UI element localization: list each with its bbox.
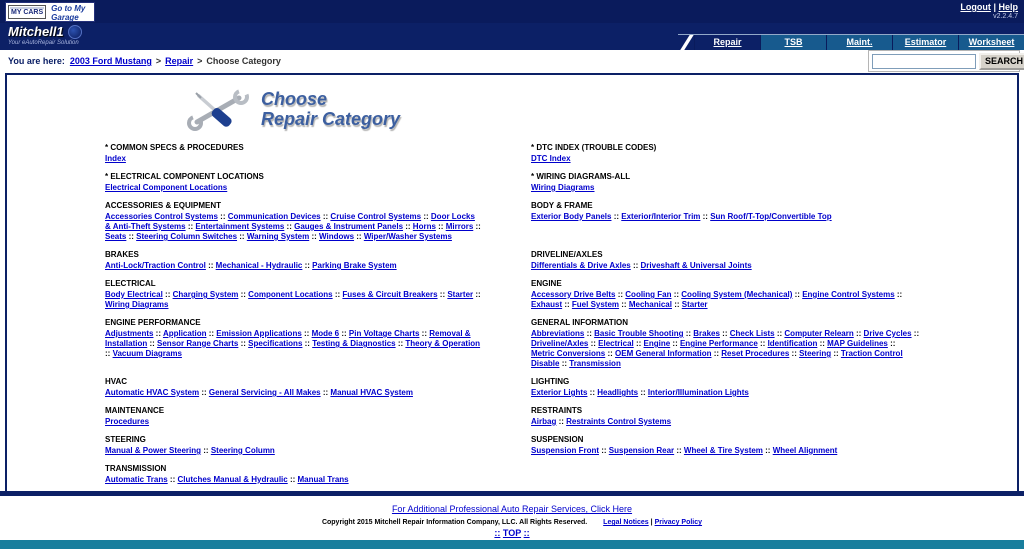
search-button[interactable]: SEARCH	[979, 53, 1024, 70]
link-separator: ::	[395, 339, 406, 348]
category-section	[531, 143, 921, 164]
category-links	[105, 388, 481, 398]
link-separator: ::	[126, 232, 137, 241]
link-divider: |	[993, 2, 996, 12]
category-links	[531, 154, 921, 164]
copyright-text: Copyright 2015 Mitchell Repair Information Company, LLC. All Rights Reserved.	[321, 519, 588, 526]
tab-bar	[678, 34, 1024, 50]
category-section	[105, 172, 481, 193]
category-link[interactable]: Accessory Drive Belts	[531, 290, 616, 299]
category-link[interactable]: Engine Performance	[679, 339, 758, 348]
category-link[interactable]: Mechanical	[628, 300, 672, 309]
category-links	[105, 290, 481, 310]
category-link[interactable]: Warning System	[246, 232, 310, 241]
category-heading: ENGINE	[531, 279, 562, 288]
category-section	[531, 172, 921, 193]
session-links	[960, 2, 1018, 20]
category-link[interactable]: Differentials & Drive Axles	[531, 261, 631, 270]
category-link[interactable]: Vacuum Diagrams	[112, 349, 182, 358]
link-separator: ::	[320, 388, 331, 397]
link-separator: ::	[147, 339, 158, 348]
top-bar	[0, 0, 1024, 23]
category-section	[531, 279, 921, 310]
category-link[interactable]: Seats	[105, 232, 127, 241]
link-separator: ::	[435, 222, 446, 231]
category-link[interactable]: Entertainment Systems	[195, 222, 285, 231]
category-link[interactable]: Automatic Trans	[105, 475, 168, 484]
category-link[interactable]: Theory & Operation	[405, 339, 481, 348]
link-separator: ::	[206, 329, 217, 338]
category-links	[105, 329, 481, 359]
category-section	[531, 201, 921, 242]
category-link[interactable]: Airbag	[531, 417, 557, 426]
category-heading: HVAC	[105, 377, 128, 386]
link-separator: ::	[599, 446, 609, 455]
link-separator: ::	[201, 446, 211, 455]
category-link[interactable]: Application	[162, 329, 207, 338]
link-separator: ::	[683, 329, 694, 338]
category-section	[105, 143, 481, 164]
category-section	[531, 250, 921, 271]
link-separator: ::	[671, 290, 682, 299]
category-link[interactable]: Wiring Diagrams	[105, 300, 169, 309]
footer	[0, 496, 1024, 540]
category-link[interactable]: Driveshaft & Universal Joints	[640, 261, 752, 270]
link-separator: ::	[789, 349, 800, 358]
category-link[interactable]: DTC Index	[531, 154, 571, 163]
category-section	[105, 464, 481, 485]
bottom-teal-bar	[0, 540, 1024, 549]
category-links	[531, 261, 921, 271]
link-separator: ::	[792, 290, 803, 299]
category-section	[105, 201, 481, 242]
top-link[interactable]: :: TOP ::	[494, 528, 530, 538]
link-separator: ::	[185, 222, 196, 231]
category-link[interactable]: Exterior Body Panels	[531, 212, 612, 221]
link-separator: ::	[403, 222, 413, 231]
category-link[interactable]: Cooling Fan	[625, 290, 672, 299]
link-separator: ::	[339, 329, 349, 338]
category-section	[105, 406, 481, 427]
logo-bar	[0, 23, 1024, 50]
category-link[interactable]: Fuel System	[571, 300, 620, 309]
link-separator: ::	[630, 261, 641, 270]
link-separator: ::	[302, 261, 313, 270]
link-separator: ::	[320, 212, 331, 221]
mitchell1-logo	[8, 24, 82, 46]
category-heading: SUSPENSION	[531, 435, 584, 444]
link-separator: ::	[199, 388, 209, 397]
category-link[interactable]: Steering	[799, 349, 832, 358]
category-link[interactable]: Check Lists	[729, 329, 775, 338]
link-separator: ::	[611, 212, 622, 221]
category-heading: RESTRAINTS	[531, 406, 583, 415]
search-input[interactable]	[872, 54, 976, 69]
category-link[interactable]: Steering Column	[210, 446, 275, 455]
go-to-my-garage-button[interactable]	[5, 2, 95, 22]
category-heading: STEERING	[105, 435, 146, 444]
category-links	[531, 417, 921, 427]
brand-tagline: Your eAutoRepair Solution	[8, 40, 79, 46]
category-link[interactable]: Exhaust	[531, 300, 563, 309]
page-title-block	[187, 85, 1017, 133]
link-separator: ::	[762, 446, 773, 455]
link-separator: ::	[671, 300, 682, 309]
category-links	[531, 183, 921, 193]
link-separator: ::	[853, 329, 864, 338]
link-separator: ::	[559, 359, 570, 368]
link-separator: ::	[757, 339, 768, 348]
category-link[interactable]: Anti-Lock/Traction Control	[105, 261, 206, 270]
tab-maint[interactable]	[826, 35, 892, 50]
category-link[interactable]: Automatic HVAC System	[105, 388, 200, 397]
link-separator: ::	[105, 349, 113, 358]
breadcrumb-prefix: You are here:	[8, 56, 65, 66]
version-label: v2.2.4.7	[993, 13, 1018, 20]
category-link[interactable]: Horns	[412, 222, 436, 231]
category-link[interactable]: Starter	[447, 290, 474, 299]
link-separator: ::	[217, 212, 228, 221]
link-separator: ::	[238, 339, 249, 348]
link-separator: ::	[238, 290, 249, 299]
link-separator: ::	[711, 349, 722, 358]
category-link[interactable]: Communication Devices	[227, 212, 321, 221]
link-separator: ::	[284, 222, 295, 231]
category-links	[105, 183, 481, 193]
category-links	[531, 290, 921, 310]
link-separator: ::	[437, 290, 448, 299]
link-separator: ::	[309, 232, 319, 241]
category-link[interactable]: Gauges & Instrument Panels	[294, 222, 404, 231]
category-link[interactable]: Driveline/Axles	[531, 339, 589, 348]
tab-label[interactable]: Worksheet	[968, 37, 1015, 47]
category-link[interactable]: Restraints Control Systems	[566, 417, 672, 426]
link-separator: ::	[354, 232, 364, 241]
category-heading: * COMMON SPECS & PROCEDURES	[105, 143, 244, 152]
copyright-line	[0, 519, 1024, 526]
breadcrumb-item[interactable]: 2003 Ford Mustang	[69, 56, 152, 66]
category-section	[531, 464, 921, 485]
category-link[interactable]: Mode 6	[311, 329, 340, 338]
brand-name: Mitchell1	[8, 24, 64, 39]
category-links	[105, 261, 481, 271]
tab-estimator[interactable]	[892, 35, 958, 50]
category-links	[531, 212, 921, 222]
category-link[interactable]: Accessories Control Systems	[105, 212, 218, 221]
category-link[interactable]: General Servicing - All Makes	[208, 388, 321, 397]
link-separator: ::	[556, 417, 567, 426]
category-section	[531, 377, 921, 398]
category-link[interactable]: Engine	[643, 339, 671, 348]
category-link[interactable]: Pin Voltage Charts	[348, 329, 420, 338]
link-separator: ::	[162, 290, 173, 299]
link-separator: ::	[287, 475, 298, 484]
category-link[interactable]: Electrical	[598, 339, 634, 348]
category-link[interactable]: Exterior Lights	[531, 388, 588, 397]
link-separator: ::	[615, 290, 626, 299]
link-separator: ::	[332, 290, 343, 299]
logout-link[interactable]: Logout	[960, 2, 991, 12]
category-heading: * DTC INDEX (TROUBLE CODES)	[531, 143, 657, 152]
category-section	[531, 406, 921, 427]
search-box	[868, 50, 1024, 72]
main-content	[5, 73, 1019, 491]
category-link[interactable]: Computer Relearn	[784, 329, 854, 338]
category-section	[531, 318, 921, 369]
link-separator: ::	[421, 212, 431, 221]
category-link[interactable]: Component Locations	[248, 290, 333, 299]
help-link[interactable]: Help	[998, 2, 1018, 12]
category-links	[531, 388, 921, 398]
category-links	[105, 446, 481, 456]
privacy-policy-link[interactable]: Privacy Policy	[654, 519, 703, 526]
link-separator: ::	[588, 339, 599, 348]
category-link[interactable]: Removal & Installation	[105, 329, 471, 348]
tab-label[interactable]: Maint.	[846, 37, 873, 47]
link-separator: ::	[584, 329, 595, 338]
category-section	[105, 377, 481, 398]
link-separator: ::	[719, 329, 730, 338]
category-link[interactable]: Abbreviations	[531, 329, 585, 338]
link-separator: ::	[301, 329, 312, 338]
category-link[interactable]: Emission Applications	[216, 329, 302, 338]
category-link[interactable]: Cruise Control Systems	[330, 212, 422, 221]
category-links	[105, 475, 481, 485]
category-section	[105, 250, 481, 271]
category-link[interactable]: Index	[105, 154, 126, 163]
category-link[interactable]: Windows	[319, 232, 355, 241]
category-link[interactable]: Mirrors	[445, 222, 474, 231]
category-heading: ENGINE PERFORMANCE	[105, 318, 201, 327]
category-heading: * WIRING DIAGRAMS-ALL	[531, 172, 631, 181]
category-link[interactable]: Interior/Illumination Lights	[647, 388, 749, 397]
category-link[interactable]: Headlights	[597, 388, 639, 397]
category-links	[105, 154, 481, 164]
category-link[interactable]: Body Electrical	[105, 290, 163, 299]
category-link[interactable]: Wiper/Washer Systems	[363, 232, 452, 241]
link-separator: ::	[774, 329, 785, 338]
link-separator: ::	[633, 339, 644, 348]
breadcrumb-separator: >	[155, 56, 162, 66]
category-heading: ACCESSORIES & EQUIPMENT	[105, 201, 222, 210]
link-separator: ::	[153, 329, 163, 338]
category-link[interactable]: Steering Column Switches	[136, 232, 238, 241]
link-separator: ::	[605, 349, 616, 358]
link-separator: ::	[831, 349, 841, 358]
link-separator: ::	[473, 222, 481, 231]
category-link[interactable]: Cooling System (Mechanical)	[681, 290, 793, 299]
category-grid	[7, 143, 1017, 485]
link-separator: ::	[587, 388, 598, 397]
category-section	[105, 318, 481, 369]
link-separator: ::	[817, 339, 828, 348]
category-link[interactable]: Suspension Rear	[608, 446, 675, 455]
category-link[interactable]: Sun Roof/T-Top/Convertible Top	[710, 212, 832, 221]
link-separator: ::	[670, 339, 680, 348]
legal-notices-link[interactable]: Legal Notices	[603, 519, 649, 526]
category-section	[105, 279, 481, 310]
breadcrumb-items	[70, 56, 281, 66]
tab-bar-slash-decoration	[678, 35, 694, 50]
brand-globe-icon	[68, 25, 82, 39]
link-separator: ::	[237, 232, 247, 241]
link-separator: ::	[205, 261, 216, 270]
crossed-tools-icon	[187, 86, 249, 132]
category-link[interactable]: Specifications	[248, 339, 303, 348]
category-heading: BRAKES	[105, 250, 139, 259]
category-link[interactable]: Engine Control Systems	[802, 290, 895, 299]
tab-label[interactable]: TSB	[784, 37, 803, 47]
category-link[interactable]: Parking Brake System	[312, 261, 397, 270]
category-links	[105, 417, 481, 427]
category-link[interactable]: Suspension Front	[531, 446, 599, 455]
link-separator: ::	[894, 290, 903, 299]
category-heading: LIGHTING	[531, 377, 570, 386]
tab-repair[interactable]	[694, 35, 760, 50]
category-link[interactable]: Clutches Manual & Hydraulic	[177, 475, 288, 484]
category-link[interactable]: Electrical Component Locations	[105, 183, 228, 192]
category-heading: GENERAL INFORMATION	[531, 318, 629, 327]
category-link[interactable]: Manual & Power Steering	[105, 446, 202, 455]
category-link[interactable]: OEM General Information	[615, 349, 712, 358]
category-links	[105, 212, 481, 242]
link-separator: ::	[887, 339, 896, 348]
category-link[interactable]: Testing & Diagnostics	[312, 339, 396, 348]
category-heading: DRIVELINE/AXLES	[531, 250, 603, 259]
category-heading: MAINTENANCE	[105, 406, 165, 415]
breadcrumb-item[interactable]: Repair	[165, 56, 194, 66]
category-heading: BODY & FRAME	[531, 201, 593, 210]
category-heading: TRANSMISSION	[105, 464, 167, 473]
link-separator: ::	[562, 300, 572, 309]
category-link[interactable]: Transmission	[569, 359, 621, 368]
footer-link-divider: |	[650, 519, 653, 526]
category-link[interactable]: Door Locks & Anti-Theft Systems	[105, 212, 475, 231]
category-link[interactable]: Manual Trans	[297, 475, 349, 484]
category-link[interactable]: Metric Conversions	[531, 349, 606, 358]
breadcrumb-item: Choose Category	[206, 56, 281, 66]
category-link[interactable]: Basic Trouble Shooting	[594, 329, 684, 338]
category-link[interactable]: Fuses & Circuit Breakers	[342, 290, 438, 299]
category-link[interactable]: Wheel Alignment	[772, 446, 838, 455]
my-cars-plate-icon: MY CARS	[8, 5, 46, 19]
category-link[interactable]: Charging System	[172, 290, 239, 299]
breadcrumb-row	[0, 50, 1024, 73]
category-link[interactable]: Exterior/Interior Trim	[621, 212, 701, 221]
link-separator: ::	[638, 388, 648, 397]
category-link[interactable]: Identification	[767, 339, 818, 348]
tab-worksheet[interactable]	[958, 35, 1024, 50]
category-link[interactable]: MAP Guidelines	[827, 339, 888, 348]
category-section	[531, 435, 921, 456]
link-separator: ::	[167, 475, 178, 484]
link-separator: ::	[619, 300, 629, 309]
additional-services-link[interactable]: For Additional Professional Auto Repair Services, Click Here	[391, 504, 633, 514]
category-links	[531, 329, 921, 369]
category-link[interactable]: Procedures	[105, 417, 150, 426]
breadcrumb-separator: >	[197, 56, 203, 66]
category-link[interactable]: Mechanical - Hydraulic	[215, 261, 303, 270]
link-separator: ::	[700, 212, 711, 221]
category-heading: ELECTRICAL	[105, 279, 156, 288]
category-link[interactable]: Starter	[681, 300, 708, 309]
category-link[interactable]: Brakes	[693, 329, 720, 338]
link-separator: ::	[302, 339, 313, 348]
garage-button-label: Go to My Garage	[51, 4, 86, 22]
link-separator: ::	[911, 329, 920, 338]
category-heading: * ELECTRICAL COMPONENT LOCATIONS	[105, 172, 264, 181]
page-title: Choose Repair Category	[261, 89, 401, 129]
category-section	[105, 435, 481, 456]
category-link[interactable]: Drive Cycles	[863, 329, 912, 338]
category-link[interactable]: Wheel & Tire System	[683, 446, 763, 455]
category-link[interactable]: Reset Procedures	[721, 349, 790, 358]
category-links	[531, 446, 921, 456]
link-separator: ::	[419, 329, 430, 338]
link-separator: ::	[674, 446, 684, 455]
category-link[interactable]: Sensor Range Charts	[157, 339, 239, 348]
category-link[interactable]: Manual HVAC System	[330, 388, 413, 397]
tab-tsb[interactable]	[760, 35, 826, 50]
link-separator: ::	[473, 290, 481, 299]
category-link[interactable]: Traction Control Disable	[531, 349, 903, 368]
tab-label[interactable]: Repair	[713, 37, 742, 47]
category-link[interactable]: Wiring Diagrams	[531, 183, 595, 192]
tab-label[interactable]: Estimator	[904, 37, 947, 47]
category-link[interactable]: Adjustments	[105, 329, 154, 338]
